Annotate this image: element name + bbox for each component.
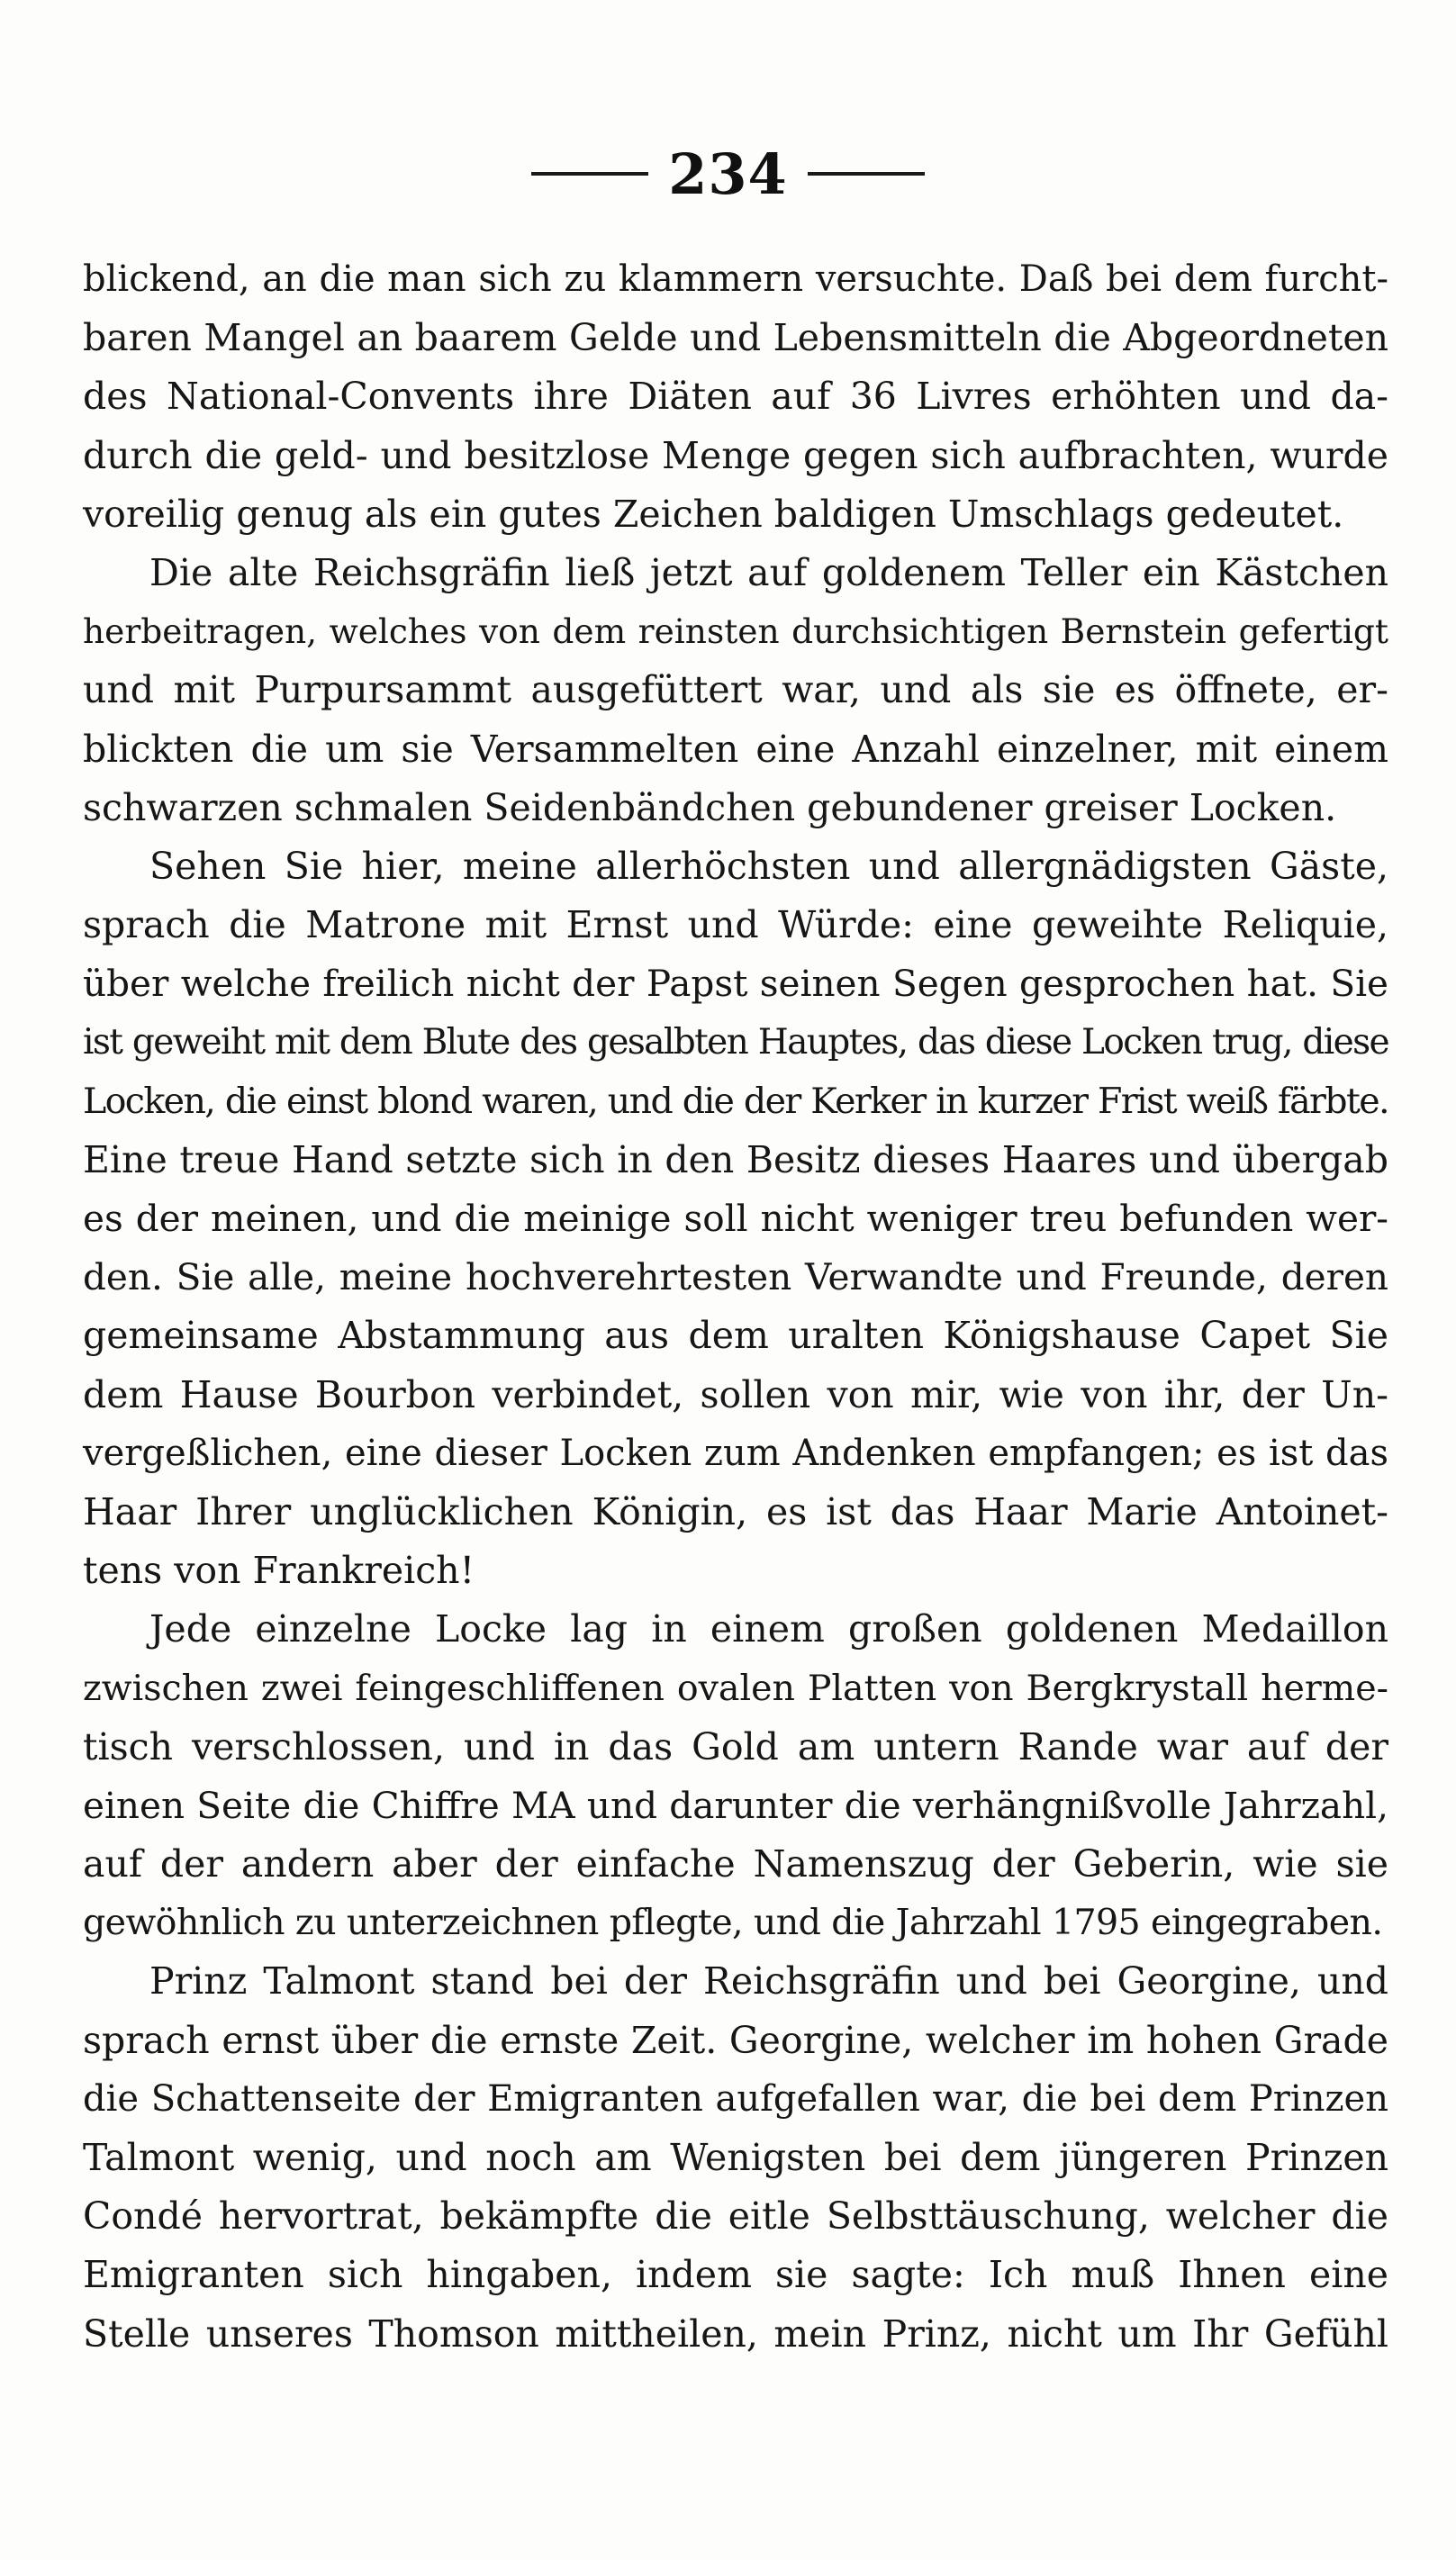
header-rule-right — [808, 172, 925, 176]
page-header — [0, 133, 1456, 214]
text-line: vergeßlichen, eine dieser Locken zum Andenken empfangen; es ist das — [83, 1432, 1388, 1474]
text-line: schwarzen schmalen Seidenbändchen gebundener greiser Locken. — [83, 785, 1337, 829]
text-line: Stelle unseres Thomson mittheilen, mein Prinz, nicht um Ihr Gefühl — [83, 2311, 1388, 2356]
text-line: dem Hause Bourbon verbindet, sollen von mir, wie von ihr, der Un- — [83, 1372, 1388, 1416]
text-line: zwischen zwei feingeschliffenen ovalen Platten von Bergkrystall herme- — [83, 1667, 1388, 1709]
text-line: voreilig genug als ein gutes Zeichen baldigen Umschlags gedeutet. — [83, 492, 1344, 536]
text-line: sprach die Matrone mit Ernst und Würde: eine geweihte Reliquie, — [83, 903, 1388, 947]
text-line: tens von Frankreich! — [83, 1549, 475, 1593]
text-line: blickend, an die man sich zu klammern versuchte. Daß bei dem furcht- — [83, 258, 1388, 300]
text-line: baren Mangel an baarem Gelde und Lebensmitteln die Abgeordneten — [83, 316, 1388, 360]
text-line: tisch verschlossen, und in das Gold am untern Rande war auf der — [83, 1724, 1388, 1768]
text-line: Eine treue Hand setzte sich in den Besitz dieses Haares und übergab — [83, 1137, 1388, 1181]
text-line: den. Sie alle, meine hochverehrtesten Verwandte und Freunde, deren — [83, 1255, 1388, 1299]
text-line: sprach ernst über die ernste Zeit. Georgine, welcher im hohen Grade — [83, 2018, 1388, 2062]
body-text — [83, 250, 1388, 2364]
page-number: 234 — [668, 140, 788, 207]
text-line: gemeinsame Abstammung aus dem uralten Königshause Capet Sie — [83, 1314, 1388, 1358]
text-line: und mit Purpursammt ausgefüttert war, und als sie es öffnete, er- — [83, 668, 1388, 712]
text-line: Sehen Sie hier, meine allerhöchsten und allergnädigsten Gäste, — [149, 844, 1388, 888]
text-line: des National-Convents ihre Diäten auf 36 Livres erhöhten und da- — [83, 375, 1388, 419]
text-line: Die alte Reichsgräfin ließ jetzt auf goldenem Teller ein Kästchen — [149, 550, 1388, 594]
text-line: durch die geld- und besitzlose Menge gegen sich aufbrachten, wurde — [83, 433, 1388, 477]
text-line: es der meinen, und die meinige soll nicht weniger treu befunden wer- — [83, 1197, 1388, 1240]
text-line: gewöhnlich zu unterzeichnen pflegte, und die Jahrzahl 1795 eingegraben. — [83, 1902, 1383, 1944]
text-line: Condé hervortrat, bekämpfte die eitle Selbsttäuschung, welcher die — [83, 2194, 1388, 2239]
text-line: Talmont wenig, und noch am Wenigsten bei dem jüngeren Prinzen — [83, 2136, 1388, 2179]
text-line: blickten die um sie Versammelten eine Anzahl einzelner, mit einem — [83, 727, 1388, 771]
text-line: auf der andern aber der einfache Namenszug der Geberin, wie sie — [83, 1842, 1388, 1886]
text-line: Locken, die einst blond waren, und die der Kerker in kurzer Frist weiß färbte. — [83, 1080, 1388, 1122]
text-line: Emigranten sich hingaben, indem sie sagte: Ich muß Ihnen eine — [83, 2253, 1388, 2297]
text-line: über welche freilich nicht der Papst seinen Segen gesprochen hat. Sie — [83, 962, 1388, 1006]
text-line: ist geweiht mit dem Blute des gesalbten Hauptes, das diese Locken trug, diese — [83, 1022, 1388, 1063]
text-line: die Schattenseite der Emigranten aufgefallen war, die bei dem Prinzen — [83, 2077, 1388, 2120]
text-line: Jede einzelne Locke lag in einem großen goldenen Medaillon — [149, 1607, 1388, 1651]
text-line: Haar Ihrer unglücklichen Königin, es ist das Haar Marie Antoinet- — [83, 1489, 1388, 1533]
text-line: herbeitragen, welches von dem reinsten durchsichtigen Bernstein gefertigt — [83, 611, 1388, 652]
text-line: einen Seite die Chiffre MA und darunter die verhängnißvolle Jahrzahl, — [83, 1783, 1388, 1827]
text-line: Prinz Talmont stand bei der Reichsgräfin und bei Georgine, und — [149, 1959, 1388, 2004]
header-rule-left — [531, 172, 648, 176]
